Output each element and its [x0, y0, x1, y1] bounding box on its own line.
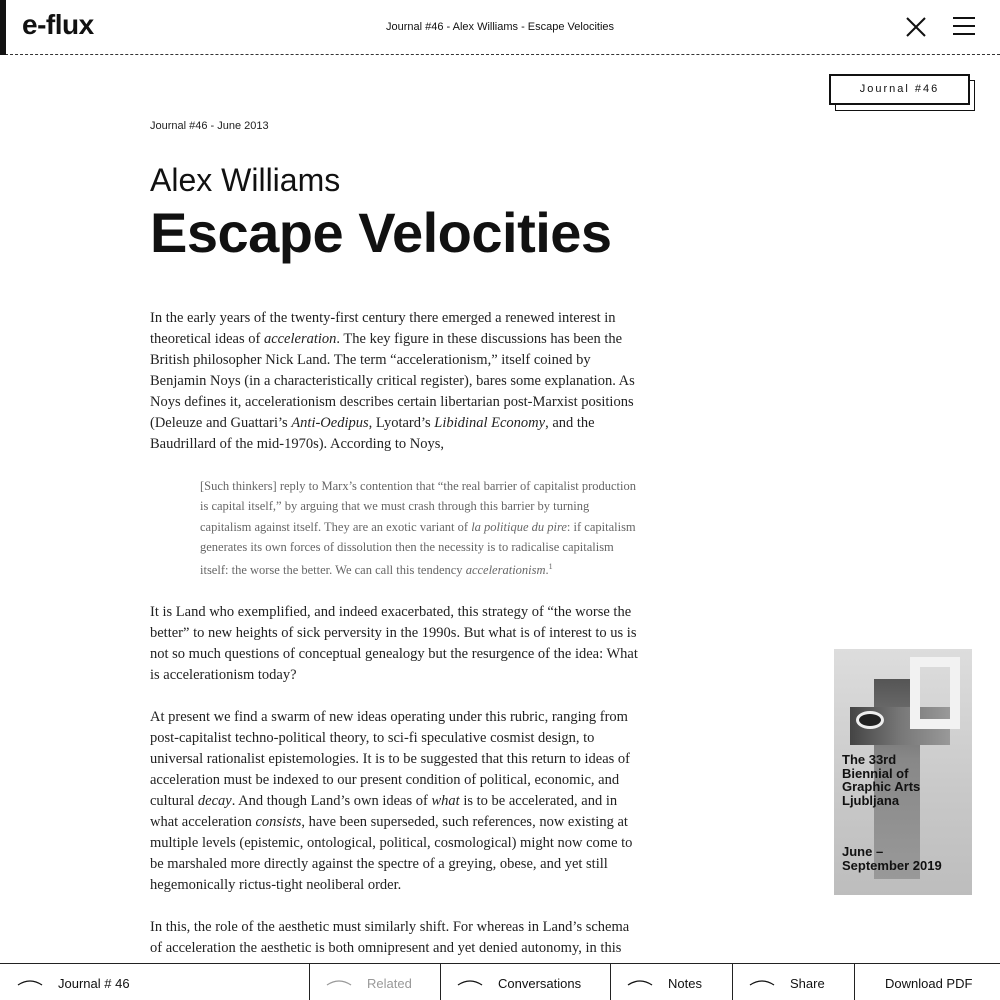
top-bar: [0, 0, 1000, 55]
bottom-share-label: Share: [790, 976, 825, 991]
ad-logo-mark: [910, 657, 960, 729]
bottom-related-label: Related: [367, 976, 412, 991]
curve-icon: [749, 976, 775, 988]
journal-button[interactable]: Journal #46: [829, 74, 970, 105]
article-author[interactable]: Alex Williams: [150, 162, 341, 198]
bottom-notes-label: Notes: [668, 976, 702, 991]
curve-icon: [457, 976, 483, 988]
bottom-notes-item[interactable]: [611, 964, 733, 1000]
eflux-logo[interactable]: e-flux: [22, 9, 94, 40]
paragraph: It is Land who exemplified, and indeed exacerbated, this strategy of “the worse the better” to new heights of sick perversity in the 1990s. But what is of interest to us is not so much questions of conceptual genealogy but the resurgence of the idea: What is accelerationism today?: [150, 603, 638, 683]
bottom-journal-label: Journal # 46: [58, 976, 130, 991]
curve-icon: [627, 976, 653, 988]
curve-icon: [17, 976, 43, 988]
bottom-download-item[interactable]: [855, 964, 1000, 1000]
paragraph: At present we find a swarm of new ideas operating under this rubric, ranging from post-capitalist techno-political theory, to sci-fi speculative cosmist design, to universal rationalist epistemologies. It is to be suggested that this return to ideas of acceleration must be indexed to our present condition of political, economic, and cultural decay. And though Land’s own ideas of what is to be accelerated, and in what acceleration consists, have been superseded, such references, now existing at multiple levels (epistemic, ontological, political, cosmological) might now come to be marshaled more directly against the spectre of a greying, obese, and yet still hegemonically rictus-tight neoliberal order.: [150, 708, 633, 893]
footnote-ref[interactable]: 1: [548, 562, 553, 572]
bottom-share-item[interactable]: [733, 964, 855, 1000]
bottom-download-label: Download PDF: [885, 976, 973, 991]
article-title: Escape Velocities: [150, 201, 612, 264]
curve-icon: [326, 976, 352, 988]
article-meta: Journal #46 - June 2013: [150, 120, 269, 132]
bottom-conversations-label: Conversations: [498, 976, 582, 991]
journal-button-wrapper: [829, 74, 975, 111]
breadcrumb: Journal #46 - Alex Williams - Escape Velocities: [385, 21, 615, 33]
bottom-journal-item[interactable]: [0, 964, 310, 1000]
block-quote: [Such thinkers] reply to Marx’s contention that “the real barrier of capitalist production is capital itself,” by arguing that we must crash through this barrier by turning capitalism against itself. They are an exotic variant of la politique du pire: if capitalism generates its own forces of dissolution then the necessity is to radicalise capitalism itself: the worse the better. We can call this tendency accelerationism.$^1$: [200, 479, 636, 578]
ad-text-dates: June – September 2019: [842, 844, 942, 873]
paragraph: In the early years of the twenty-first century there emerged a renewed interest in theoretical ideas of acceleration. The key figure in these discussions has been the British philosopher Nick Land. The term “accelerationism,” itself coined by Benjamin Noys (in a characteristically critical register), bares some explanation. As Noys defines it, accelerationism describes certain libertarian post-Marxist positions (Deleuze and Guattari’s Anti-Oedipus, Lyotard’s Libidinal Economy, and the Baudrillard of the mid-1970s). According to Noys,: [150, 310, 635, 452]
bottom-related-item[interactable]: [310, 964, 441, 1000]
bottom-conversations-item[interactable]: [441, 964, 611, 1000]
ad-eye-image: [856, 711, 884, 729]
hamburger-menu-icon[interactable]: [951, 16, 977, 36]
ad-text-title: The 33rd Biennial of Graphic Arts Ljubljana: [842, 752, 921, 808]
article-body: [150, 308, 640, 980]
close-icon[interactable]: [904, 15, 928, 39]
biennial-advertisement[interactable]: [834, 649, 972, 895]
paragraph: In this, the role of the aesthetic must similarly shift. For whereas in Land’s schema of acceleration the aesthetic is both omnipresent and yet denied autonomy, in this: [150, 918, 630, 956]
bottom-bar: [0, 963, 1000, 1000]
